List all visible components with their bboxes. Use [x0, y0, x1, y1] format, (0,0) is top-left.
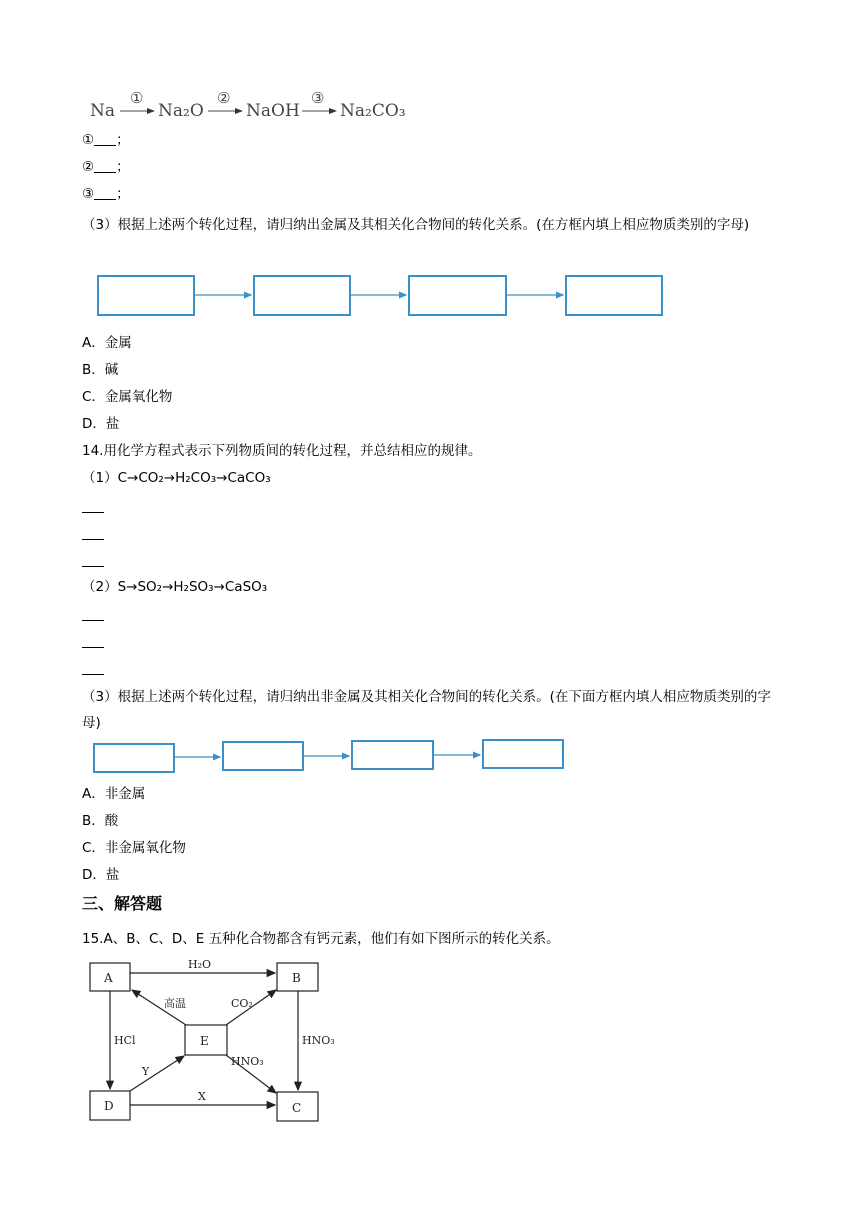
chain-na2co3: Na₂CO₃ — [340, 101, 406, 121]
q14-part1: （1）C→CO₂→H₂CO₃→CaCO₃ — [82, 470, 271, 486]
chain-step-2: ② — [217, 89, 231, 107]
label-co2: CO₂ — [231, 997, 253, 1010]
sodium-reaction-chain — [90, 88, 420, 128]
q14-part2: （2）S→SO₂→H₂SO₃→CaSO₃ — [82, 579, 268, 595]
answer-blank-1: ① ； — [82, 132, 130, 148]
q13-option-d: D．盐 — [82, 416, 120, 432]
label-hno3-b: HNO₃ — [302, 1034, 335, 1047]
answer-box-3[interactable] — [409, 276, 506, 315]
q13-option-c: C．金属氧化物 — [82, 389, 173, 405]
answer-line[interactable] — [82, 566, 104, 567]
metal-conversion-boxes — [96, 272, 666, 320]
label-b: B — [292, 971, 301, 985]
answer-line[interactable] — [82, 674, 104, 675]
q14-option-b: B．酸 — [82, 813, 119, 829]
answer-line[interactable] — [82, 620, 104, 621]
answer-line[interactable] — [94, 159, 116, 173]
answer-line[interactable] — [82, 539, 104, 540]
q13-option-a: A．金属 — [82, 335, 132, 351]
answer-line[interactable] — [94, 186, 116, 200]
answer-box-3[interactable] — [352, 741, 433, 769]
chain-step-3: ③ — [311, 89, 325, 107]
label-x: X — [198, 1090, 206, 1103]
label-high-temp: 高温 — [164, 997, 186, 1010]
chain-na2o: Na₂O — [158, 101, 204, 121]
q15-title: 15.A、B、C、D、E 五种化合物都含有钙元素，他们有如下图所示的转化关系。 — [82, 931, 560, 947]
q14-part3-text: （3）根据上述两个转化过程，请归纳出非金属及其相关化合物间的转化关系。(在下面方框内填人相应物质类别的字母) — [82, 689, 771, 731]
answer-blank-3: ③ ； — [82, 186, 130, 202]
chain-naoh: NaOH — [246, 101, 300, 121]
q14-option-d: D．盐 — [82, 867, 120, 883]
chain-step-1: ① — [130, 89, 144, 107]
answer-line[interactable] — [82, 647, 104, 648]
label-c: C — [292, 1101, 302, 1115]
q13-part3-text: （3）根据上述两个转化过程，请归纳出金属及其相关化合物间的转化关系。(在方框内填上相应物质类别的字母) — [82, 217, 750, 233]
answer-box-2[interactable] — [223, 742, 303, 770]
answer-box-1[interactable] — [94, 744, 174, 772]
q13-option-b: B．碱 — [82, 362, 119, 378]
label-y: Y — [142, 1065, 150, 1078]
chain-na: Na — [90, 101, 116, 121]
label-h2o: H₂O — [188, 958, 212, 971]
nonmetal-conversion-boxes — [92, 738, 568, 774]
answer-line[interactable] — [82, 512, 104, 513]
answer-box-2[interactable] — [254, 276, 350, 315]
answer-blank-2: ② ； — [82, 159, 130, 175]
q14-option-c: C．非金属氧化物 — [82, 840, 186, 856]
q14-option-a: A．非金属 — [82, 786, 146, 802]
label-a: A — [104, 971, 113, 985]
q14-title: 14.用化学方程式表示下列物质间的转化过程，并总结相应的规律。 — [82, 443, 482, 459]
answer-box-1[interactable] — [98, 276, 194, 315]
answer-line[interactable] — [94, 132, 116, 146]
section-heading: 三、解答题 — [82, 894, 163, 913]
label-hcl: HCl — [114, 1034, 136, 1047]
calcium-conversion-diagram — [84, 955, 340, 1127]
label-hno3-e: HNO₃ — [231, 1055, 264, 1068]
label-e: E — [200, 1034, 209, 1048]
label-d: D — [104, 1099, 114, 1113]
answer-box-4[interactable] — [566, 276, 662, 315]
answer-box-4[interactable] — [483, 740, 563, 768]
